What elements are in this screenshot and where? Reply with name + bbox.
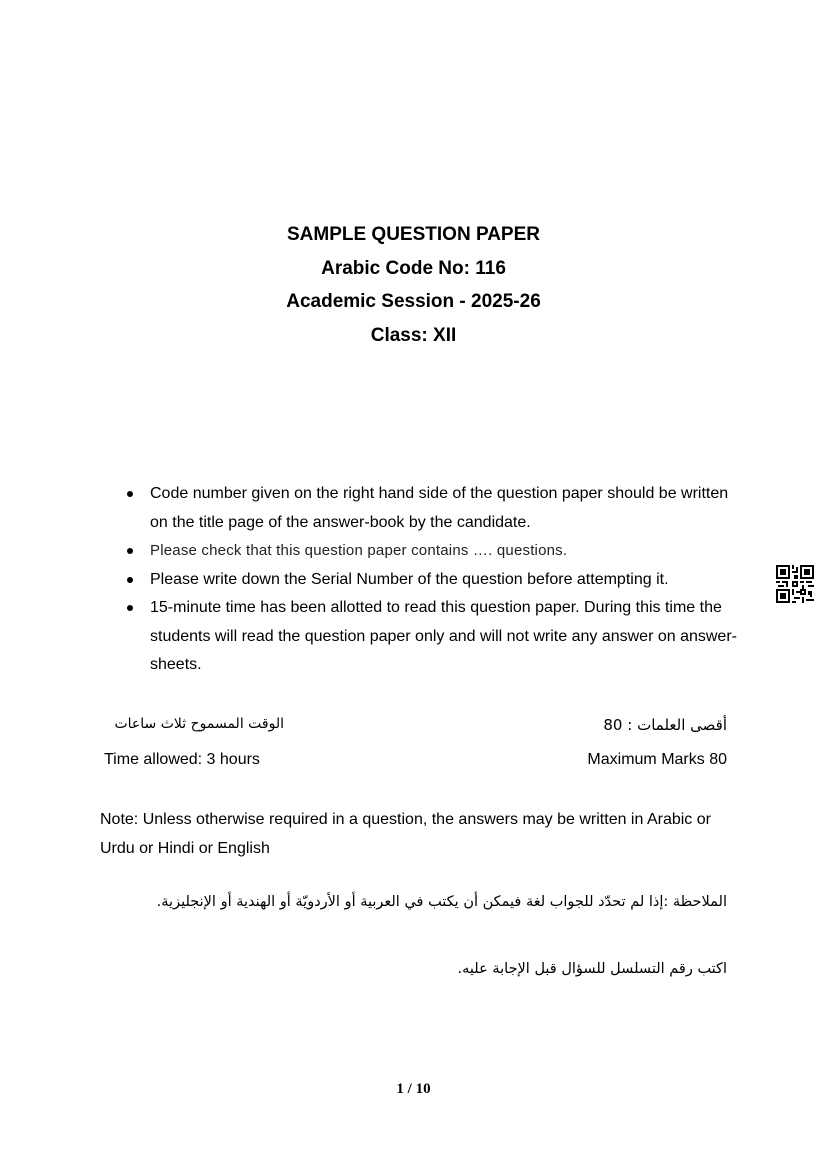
time-allowed-arabic: الوقت المسموح ثلاث ساعات (114, 716, 284, 732)
page-number: 1 / 10 (396, 1081, 431, 1097)
note-english: Note: Unless otherwise required in a question, the answers may be written in Arabic or Urdu or Hindi or English (100, 811, 711, 857)
instruction-item: Please write down the Serial Number of the question before attempting it. (124, 566, 744, 595)
instruction-item: Code number given on the right hand side of the question paper should be written on the title page of the answer-book by the candidate. (124, 480, 744, 537)
time-allowed: Time allowed: 3 hours (104, 751, 260, 768)
instruction-item: Please check that this question paper contains …. questions. (124, 537, 744, 566)
max-marks: Maximum Marks 80 (587, 751, 727, 768)
instruction-item: 15-minute time has been allotted to read this question paper. During this time the students will read the question paper only and will not write any answer on answer-sheets. (124, 594, 744, 680)
max-marks-arabic: أقصى العلمات : 80 (603, 716, 727, 734)
academic-session: Academic Session - 2025-26 (286, 291, 541, 312)
note-arabic: الملاحظة :إذا لم تحدّد للجواب لغة فيمكن أن يكتب في العربية أو الأردويّة أو الهندية أو الإنجليزية. (156, 894, 727, 910)
title-block (0, 222, 827, 356)
paper-title: SAMPLE QUESTION PAPER (286, 224, 540, 245)
qr-code-icon (776, 565, 814, 603)
subject-code: Arabic Code No: 116 (321, 257, 506, 279)
general-instructions (124, 480, 744, 680)
class-label: Class: XII (370, 324, 457, 346)
serial-instruction-arabic: اكتب رقم التسلسل للسؤال قبل الإجابة عليه. (457, 961, 727, 977)
